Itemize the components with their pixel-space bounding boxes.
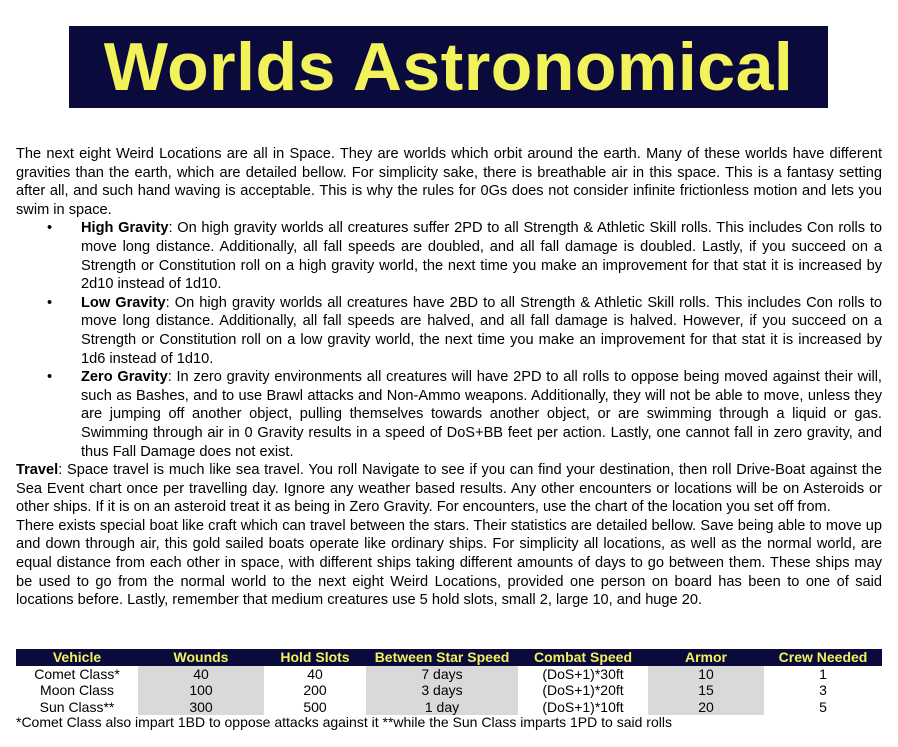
table-cell: 7 days [366,666,518,683]
table-cell: Sun Class** [39,698,115,715]
table-cell: 1 day [366,699,518,716]
table-cell: 3 [819,682,827,698]
travel-text: : Space travel is much like sea travel. You roll Navigate to see if you can find your destination, then roll Drive-Boat against the Sea Event chart once per travelling day. Ignore any weather based results. Any other encounters or locations will be on Asteroids or other ships. If it is on an asteroid treat it as being in Zero Gravity. For encounters, use the chart of the location you set off from. [16,462,882,516]
list-item [16,368,882,461]
bullet-text: : In zero gravity environments all creatures will have 2PD to all rolls to oppose being moved against their will, such as Bashes, and to use Brawl attacks and Non-Ammo weapons. Additionally, they will not be able to move, unless they are jumping off another object, pulling themselves towards another object, or are swimming through a liquid or gas. Swimming through air in 0 Gravity results in a speed of DoS+BB feet per action. Lastly, one cannot fall in zero gravity, and thus Fall Damage does not exist. [81,369,882,460]
column-header: Combat Speed [518,649,648,666]
travel-paragraph [16,461,882,517]
table-cell: 15 [648,682,764,699]
table-cell: 500 [303,698,327,715]
column-header: Between Star Speed [366,649,518,666]
table-cell: Comet Class* [34,665,120,682]
table-cell: 1 [819,665,827,682]
bullet-icon: • [47,369,53,386]
table-cell: (DoS+1)*10ft [542,698,624,715]
table-row [16,699,882,716]
table-footnote: *Comet Class also impart 1BD to oppose attacks against it **while the Sun Class imparts 1PD to said rolls [16,714,672,730]
body-text [16,145,882,610]
bullet-text: : On high gravity worlds all creatures have 2BD to all Strength & Athletic Skill rolls. This includes Con rolls to move long distance. Additionally, all fall speeds are halved, and all fall damage is halved. However, if you succeed on a Strength or Constitution roll on a low gravity world, the next time you make an improvement for that stat it is increased by 1d6 instead of 1d10. [81,294,882,367]
gravity-list [16,219,882,461]
table-cell: 100 [138,682,264,699]
column-header: Crew Needed [764,649,882,666]
list-item [16,294,882,368]
table-cell: (DoS+1)*20ft [542,682,624,698]
table-cell: 5 [819,698,827,715]
intro-paragraph: The next eight Weird Locations are all in Space. They are worlds which orbit around the earth. Many of these worlds have different gravities than the earth, which are detailed bellow. For simplicity sake, there is breathable air in this space. This is a fantasy setting after all, and such hand waving is acceptable. This is why the rules for 0Gs does not consider infinite frictionless motion and lets you swim in space. [16,146,882,218]
table-cell: 300 [138,699,264,716]
page-title: Worlds Astronomical [103,29,794,105]
column-header: Vehicle [16,649,138,666]
bullet-term: Low Gravity [81,294,166,311]
bullet-icon: • [47,294,53,311]
bullet-icon: • [47,220,53,237]
table-cell: 200 [303,682,327,698]
column-header: Wounds [138,649,264,666]
ship-stats-table [16,649,882,715]
ships-paragraph: There exists special boat like craft which can travel between the stars. Their statistics are detailed bellow. Save being able to move up and down through air, this gold sailed boats operate like ordinary ships. For simplicity all locations, as well as the normal world, are equal distance from each other in space, with different ships taking different amounts of days to go between them. These ships may be used to go from the normal world to the next eight Weird Locations, provided one person on board has been to one of said locations before. Lastly, remember that medium creatures use 5 hold slots, small 2, large 10, and huge 20. [16,517,882,609]
table-cell: 20 [648,699,764,716]
list-item [16,219,882,293]
column-header: Hold Slots [264,649,366,666]
table-cell: 10 [648,666,764,683]
table-cell: 3 days [366,682,518,699]
table-cell: (DoS+1)*30ft [542,665,624,682]
table-cell: 40 [307,665,323,682]
table-row [16,682,882,699]
table-cell: Moon Class [40,682,114,698]
title-banner [69,26,828,108]
travel-term: Travel [16,462,59,479]
bullet-term: Zero Gravity [81,369,168,386]
table-cell: 40 [138,666,264,683]
bullet-term: High Gravity [81,220,169,237]
column-header: Armor [648,649,764,666]
table-row [16,666,882,683]
bullet-text: : On high gravity worlds all creatures suffer 2PD to all Strength & Athletic Skill rolls. This includes Con rolls to move long distance. Additionally, all fall speeds are doubled, and all fall damage is doubled. Lastly, if you succeed on a Strength or Constitution roll on a high gravity world, the next time you make an improvement for that stat it is increased by 2d10 instead of 1d10. [81,220,882,293]
table-header-row [16,649,882,666]
